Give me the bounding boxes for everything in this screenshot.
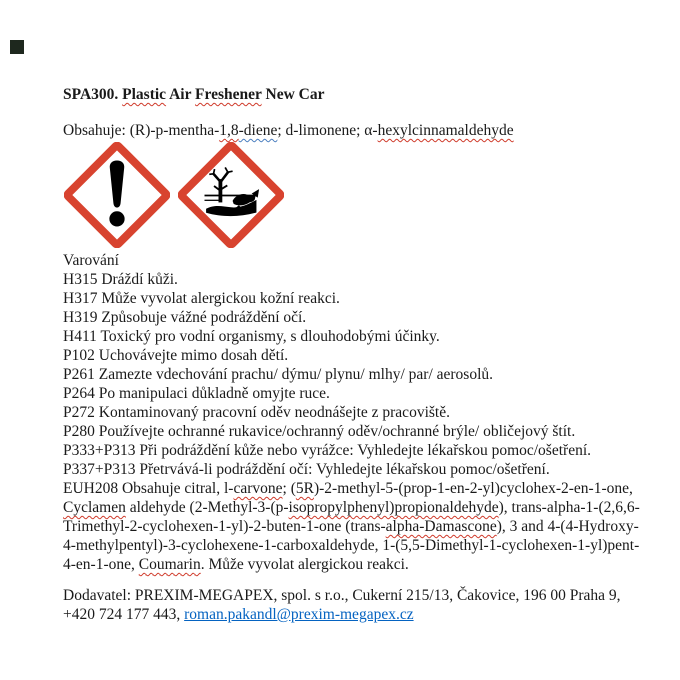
spellcheck-red-text: alpha-Damascone: [385, 518, 497, 535]
text-segment: Air: [166, 86, 196, 103]
precaution-statement-p272: P272 Kontaminovaný pracovní oděv neodnášejte z pracoviště.: [63, 404, 450, 421]
supplier-block: [63, 586, 638, 624]
email-link[interactable]: roman.pakandl@prexim-megapex.cz: [184, 606, 414, 623]
supplier-phone: +420 724 177 443,: [63, 606, 185, 623]
text-segment: aldehyde (2-Methyl-3-(p-: [125, 499, 289, 516]
precaution-statement-p102: P102 Uchovávejte mimo dosah dětí.: [63, 347, 289, 364]
text-segment: ; (: [282, 480, 296, 497]
precaution-statement-p261: P261 Zamezte vdechování prachu/ dýmu/ plynu/ mlhy/ par/ aerosolů.: [63, 366, 494, 383]
ghs-pictogram-row: [64, 142, 638, 248]
spellcheck-red-text: Coumarin: [138, 556, 201, 573]
euh208-statement-line-1: [63, 479, 638, 498]
spellcheck-red-text: 5R: [295, 480, 314, 497]
contains-statement: [63, 121, 638, 140]
supplier-address: Dodavatel: PREXIM-MEGAPEX, spol. s r.o., Cukerní 215/13, Čakovice, 196 00 Praha 9,: [63, 587, 621, 604]
precaution-statement-p337-p313: P337+P313 Přetrvává-li podráždění očí: Vyhledejte lékařskou pomoc/ošetření.: [63, 461, 550, 478]
text-segment: 4-en-1-one,: [63, 556, 139, 573]
supplier-contact: [63, 605, 638, 624]
ghs09-environment-icon: [178, 142, 284, 248]
hazard-statement-h411: H411 Toxický pro vodní organismy, s dlouhodobými účinky.: [63, 328, 440, 345]
text-segment: 4-methylpentyl)-3-cyclohexene-1-carboxaldehyde, 1-(5,5-Dimethyl-1-cyclohexen-1-yl)pent-: [63, 537, 640, 554]
product-title: [63, 85, 638, 104]
text-segment: )-2-methyl-5-(prop-1-en-2-yl)cyclohex-2-en-1-one,: [313, 480, 633, 497]
hazard-statements-block: [63, 251, 638, 574]
spellcheck-red-text: hexylcinnamaldehyde: [377, 122, 514, 139]
spellcheck-red-text: Cyclamen: [63, 499, 126, 516]
text-segment: Trimethyl-2-cyclohexen-1-yl)-2-buten-1-one (trans-: [63, 518, 386, 535]
text-segment: New Car: [261, 86, 325, 103]
spellcheck-blue-text: -diene: [238, 122, 278, 139]
text-segment: ; d-limonene; α-: [277, 122, 378, 139]
hazard-statement-h315: H315 Dráždí kůži.: [63, 271, 178, 288]
spellcheck-red-text: isopropylphenyl)propionaldehyde: [288, 499, 499, 516]
hazard-statement-h319: H319 Způsobuje vážné podráždění očí.: [63, 309, 307, 326]
euh208-statement-line-3: [63, 517, 638, 536]
precaution-statement-p280: P280 Používejte ochranné rukavice/ochranný oděv/ochranné brýle/ obličejový štít.: [63, 423, 576, 440]
hazard-statement-h317: H317 Může vyvolat alergickou kožní reakci.: [63, 290, 340, 307]
label-content: [63, 85, 638, 624]
spellcheck-red-text: Freshener: [195, 86, 262, 103]
text-segment: . Může vyvolat alergickou reakci.: [200, 556, 409, 573]
signal-word: Varování: [63, 252, 119, 269]
text-segment: ), 3 and 4-(4-Hydroxy-: [496, 518, 639, 535]
ghs07-exclamation-icon: [64, 142, 170, 248]
euh208-statement-line-4: [63, 536, 638, 555]
text-segment: EUH208 Obsahuje citral, l-: [63, 480, 234, 497]
spellcheck-red-text: Plastic: [122, 86, 167, 103]
spellcheck-red-text: 1,8: [219, 122, 239, 139]
euh208-statement-line-5: [63, 555, 638, 574]
precaution-statement-p333-p313: P333+P313 Při podráždění kůže nebo vyrážce: Vyhledejte lékařskou pomoc/ošetření.: [63, 442, 591, 459]
spellcheck-red-text: carvone: [233, 480, 283, 497]
euh208-statement-line-2: [63, 498, 638, 517]
corner-marker-square: [10, 40, 24, 54]
text-segment: Obsahuje: (R)-p-mentha-: [63, 122, 220, 139]
text-segment: ), trans-alpha-1-(2,6,6-: [498, 499, 640, 516]
text-segment: SPA300.: [63, 86, 123, 103]
precaution-statement-p264: P264 Po manipulaci důkladně omyjte ruce.: [63, 385, 330, 402]
